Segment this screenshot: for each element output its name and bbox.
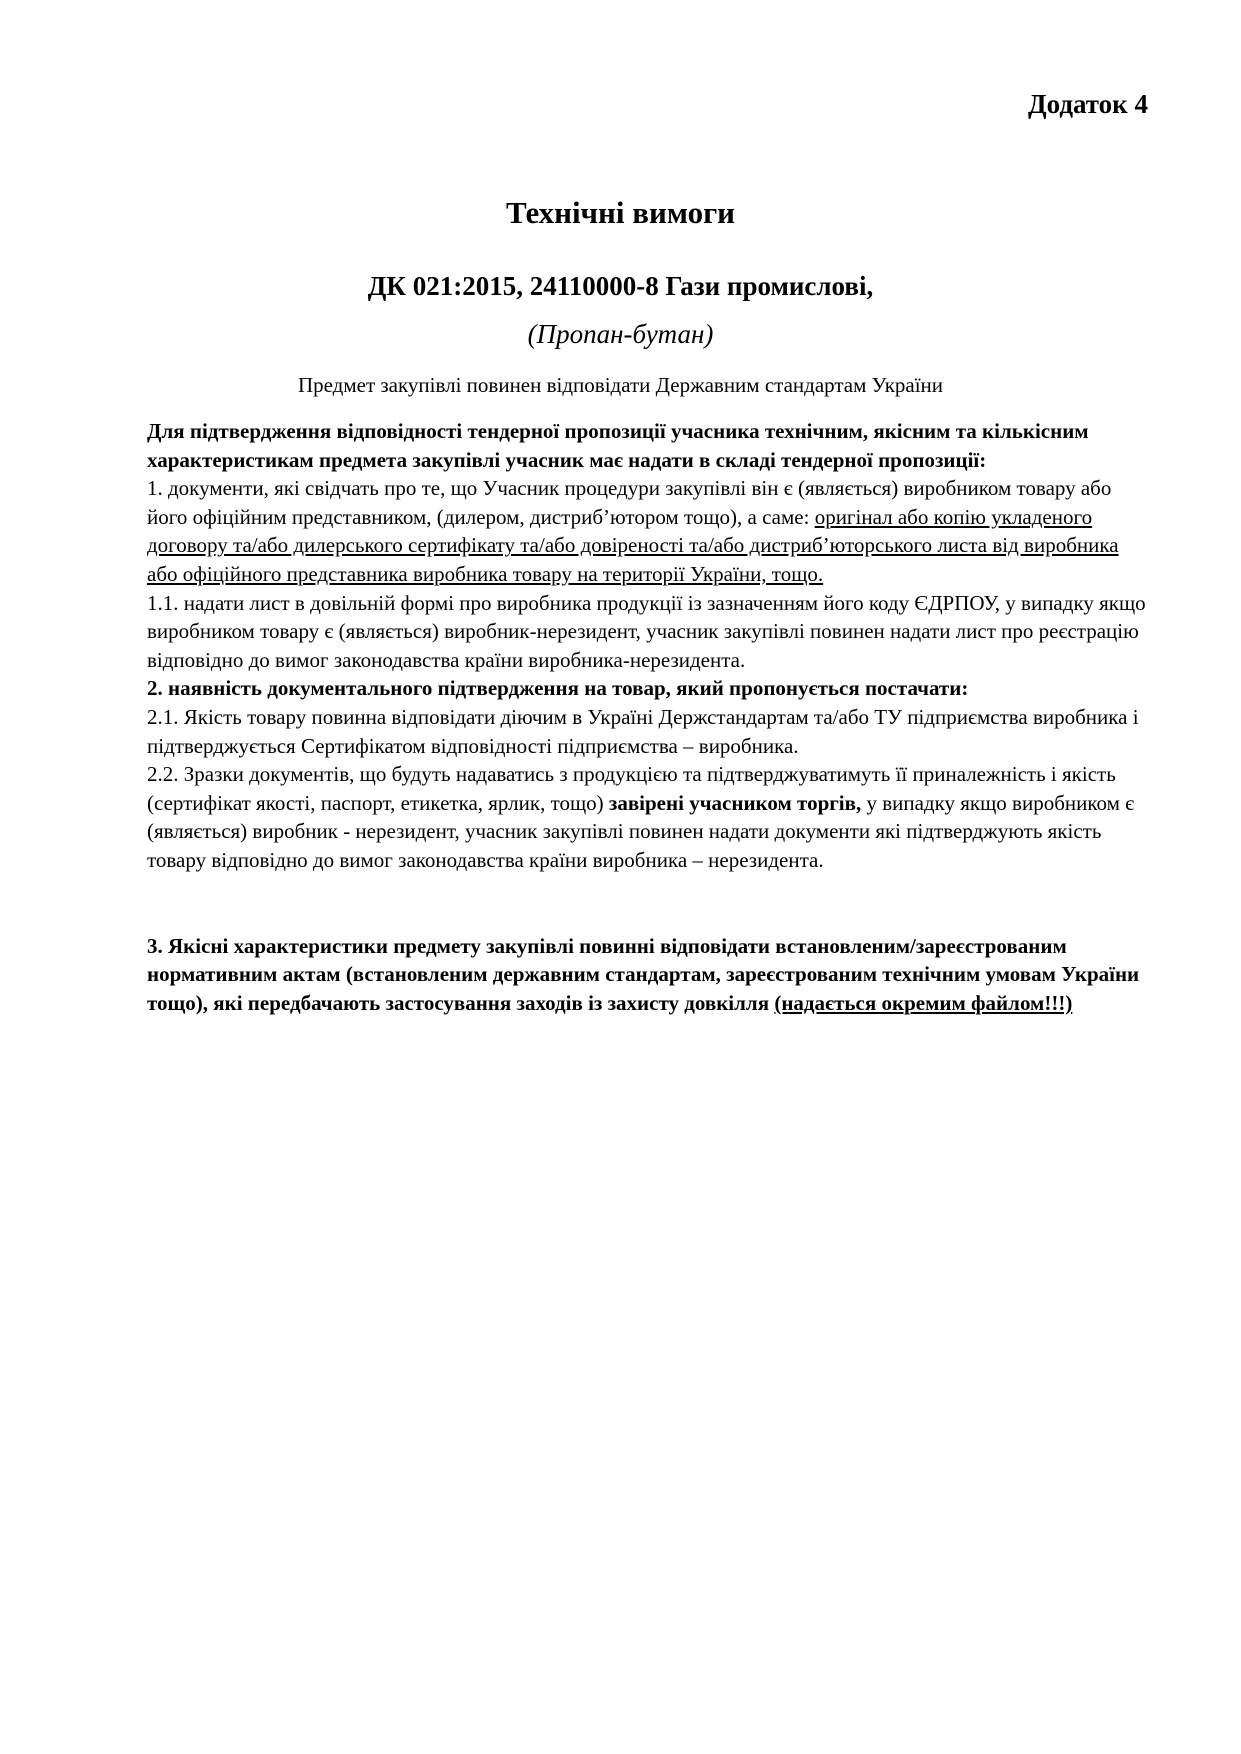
requirement-item-3-underlined: (надається окремим файлом!!!)	[774, 990, 1073, 1015]
requirement-item-3-text: 3. Якісні характеристики предмету закупівлі повинні відповідати встановленим/зареєстрованим нормативним актам (встановленим державним стандартам, зареєстрованим технічним умовам України тощо), які передбачають застосування заходів із захисту довкілля	[147, 933, 1140, 1015]
requirement-item-2: 2. наявність документального підтвердження на товар, який пропонується постачати:	[147, 676, 969, 701]
requirement-item-2-1: 2.1. Якість товару повинна відповідати діючим в Україні Держстандартам та/або ТУ підприємства виробника і підтверджується Сертифікатом відповідності підприємства – виробника.	[147, 704, 1139, 758]
page-title: Технічні вимоги	[505, 195, 736, 230]
procurement-code: ДК 021:2015, 24110000-8 Гази промислові,	[367, 271, 874, 301]
requirement-item-2-2-text-after: у випадку якщо виробником є (являється) виробник - нерезидент, учасник закупівлі повинен надати документи які підтверджують якість товару відповідно до вимог законодавства країни виробника – нерезидента.	[147, 790, 1135, 872]
standards-note: Предмет закупівлі повинен відповідати Державним стандартам України	[297, 373, 944, 397]
requirement-item-1	[147, 474, 1147, 588]
requirement-item-3	[147, 932, 1147, 1018]
product-name: (Пропан-бутан)	[527, 319, 714, 349]
requirement-item-1-1: 1.1. надати лист в довільній формі про виробника продукції із зазначенням його коду ЄДРПОУ, у випадку якщо виробником товару є (являється) виробник-нерезидент, учасник закупівлі повинен надати лист про реєстрацію відповідно до вимог законодавства країни виробника-нерезидента.	[147, 590, 1146, 672]
requirement-item-2-2	[147, 760, 1147, 874]
appendix-label: Додаток 4	[1028, 89, 1148, 119]
requirement-item-2-2-text: 2.2. Зразки документів, що будуть надаватись з продукцією та підтверджуватимуть її приналежність і якість (сертифікат якості, паспорт, етикетка, ярлик, тощо)	[147, 762, 1116, 815]
requirement-item-2-2-bold: завірені учасником торгів,	[608, 790, 862, 815]
intro-paragraph: Для підтвердження відповідності тендерної пропозиції учасника технічним, якісним та кількісним характеристикам предмета закупівлі учасник має надати в складі тендерної пропозиції:	[147, 419, 1089, 472]
requirement-item-1-underlined: оригінал або копію укладеного договору та/або дилерського сертифікату та/або довіреності та/або дистриб’юторського листа від виробника або офіційного представника виробника товару на території України, тощо.	[147, 504, 1119, 586]
requirement-item-1-text: 1. документи, які свідчать про те, що Учасник процедури закупівлі він є (являється) виробником товару або його офіційним представником, (дилером, дистриб’ютором тощо), а саме:	[147, 476, 1112, 529]
requirements-body	[147, 417, 1147, 1017]
paragraph-spacer	[147, 875, 1147, 932]
